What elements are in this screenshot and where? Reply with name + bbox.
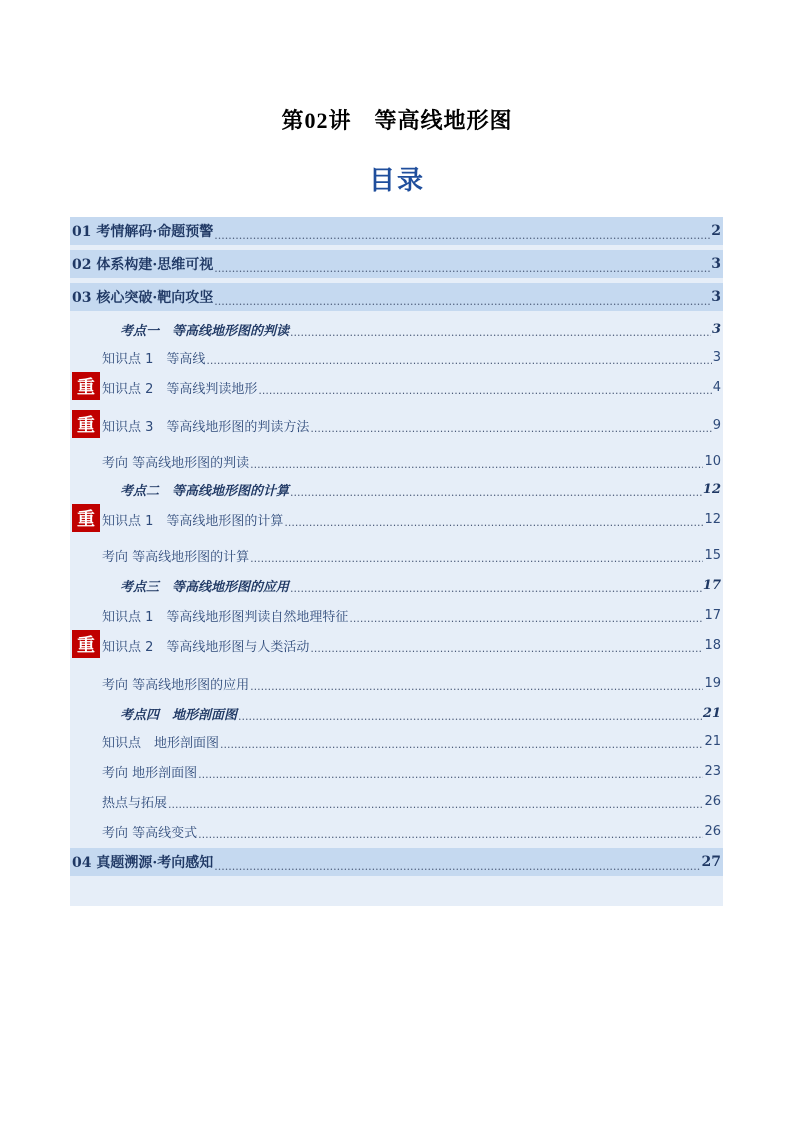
toc-leader-dots bbox=[238, 708, 702, 726]
toc-leader-dots bbox=[198, 826, 703, 844]
toc-entry-label: 考向 等高线地形图的计算 bbox=[102, 549, 250, 565]
toc-leader-dots bbox=[198, 766, 703, 784]
toc-page-number: 4 bbox=[712, 379, 721, 395]
toc-page-number: 21 bbox=[704, 733, 721, 749]
toc-entry-label: 考点三 等高线地形图的应用 bbox=[120, 579, 290, 595]
toc-page-number: 26 bbox=[704, 793, 721, 809]
toc-entry-row[interactable] bbox=[70, 670, 723, 696]
toc-page-number: 17 bbox=[704, 607, 721, 623]
toc-entry-row[interactable] bbox=[70, 818, 723, 844]
toc-page-number: 3 bbox=[711, 321, 721, 337]
toc-entry-label: 知识点 1 等高线地形图的计算 bbox=[102, 513, 284, 529]
toc-entry-label: 知识点 2 等高线地形图与人类活动 bbox=[102, 639, 310, 655]
toc-entry-label: 知识点 3 等高线地形图的判读方法 bbox=[102, 419, 310, 435]
toc-entry-row[interactable] bbox=[70, 788, 723, 814]
toc-leader-dots bbox=[290, 324, 711, 342]
toc-entry-label: 01 考情解码·命题预警 bbox=[72, 224, 214, 240]
key-point-badge: 重 bbox=[72, 630, 100, 658]
toc-topic-row[interactable] bbox=[70, 316, 723, 342]
toc-page-number: 3 bbox=[711, 256, 721, 272]
toc-page-number: 26 bbox=[704, 823, 721, 839]
toc-entry-label: 考点一 等高线地形图的判读 bbox=[120, 323, 290, 339]
toc-page-number: 18 bbox=[704, 637, 721, 653]
toc-entry-label: 知识点 地形剖面图 bbox=[102, 735, 220, 751]
toc-leader-dots bbox=[258, 382, 711, 400]
key-point-badge: 重 bbox=[72, 372, 100, 400]
key-point-badge: 重 bbox=[72, 410, 100, 438]
toc-entry-label: 知识点 2 等高线判读地形 bbox=[102, 381, 258, 397]
toc-leader-dots bbox=[214, 292, 710, 311]
title-rest: 讲 等高线地形图 bbox=[328, 108, 513, 134]
toc-leader-dots bbox=[310, 420, 711, 438]
toc-entry-row[interactable] bbox=[70, 448, 723, 474]
toc-section-row[interactable] bbox=[70, 217, 723, 245]
toc-leader-dots bbox=[310, 640, 703, 658]
toc-page-number: 17 bbox=[702, 577, 721, 593]
toc-page-number: 12 bbox=[702, 481, 721, 497]
toc-topic-row[interactable] bbox=[70, 476, 723, 502]
toc-page-number: 10 bbox=[704, 453, 721, 469]
title-number: 02 bbox=[304, 108, 329, 133]
toc-leader-dots bbox=[284, 514, 703, 532]
toc-section-row[interactable] bbox=[70, 848, 723, 876]
toc-leader-dots bbox=[290, 484, 702, 502]
toc-leader-dots bbox=[214, 226, 710, 245]
toc-entry-row[interactable] bbox=[70, 506, 723, 532]
toc-leader-dots bbox=[290, 580, 702, 598]
key-point-badge: 重 bbox=[72, 504, 100, 532]
toc-section-row[interactable] bbox=[70, 283, 723, 311]
toc-entry-row[interactable] bbox=[70, 758, 723, 784]
toc-page-number: 15 bbox=[704, 547, 721, 563]
toc-entry-label: 考向 地形剖面图 bbox=[102, 765, 198, 781]
toc-topic-row[interactable] bbox=[70, 700, 723, 726]
toc-leader-dots bbox=[214, 857, 700, 876]
toc-page-number: 23 bbox=[704, 763, 721, 779]
toc-leader-dots bbox=[168, 796, 703, 814]
toc-entry-label: 04 真题溯源·考向感知 bbox=[72, 855, 214, 871]
toc-entry-label: 考点二 等高线地形图的计算 bbox=[120, 483, 290, 499]
toc-page-number: 19 bbox=[704, 675, 721, 691]
toc-entry-label: 考向 等高线地形图的应用 bbox=[102, 677, 250, 693]
toc-leader-dots bbox=[214, 259, 710, 278]
toc-leader-dots bbox=[349, 610, 703, 628]
toc-entry-label: 知识点 1 等高线 bbox=[102, 351, 206, 367]
toc-leader-dots bbox=[250, 456, 703, 474]
toc-entry-row[interactable] bbox=[70, 728, 723, 754]
toc-page-number: 3 bbox=[712, 349, 721, 365]
toc-topic-row[interactable] bbox=[70, 572, 723, 598]
toc-page-number: 9 bbox=[712, 417, 721, 433]
toc-page-number: 2 bbox=[711, 223, 721, 239]
toc-entry-label: 考向 等高线变式 bbox=[102, 825, 198, 841]
toc-leader-dots bbox=[250, 550, 703, 568]
toc-leader-dots bbox=[220, 736, 703, 754]
toc-entry-label: 考向 等高线地形图的判读 bbox=[102, 455, 250, 471]
toc-entry-row[interactable] bbox=[70, 374, 723, 400]
toc-entry-row[interactable] bbox=[70, 632, 723, 658]
toc-entry-label: 知识点 1 等高线地形图判读自然地理特征 bbox=[102, 609, 349, 625]
toc-page-number: 21 bbox=[702, 705, 721, 721]
toc-heading: 目录 bbox=[368, 166, 425, 196]
toc-leader-dots bbox=[250, 678, 703, 696]
toc-entry-row[interactable] bbox=[70, 542, 723, 568]
toc-entry-label: 考点四 地形剖面图 bbox=[120, 707, 238, 723]
toc-entry-row[interactable] bbox=[70, 412, 723, 438]
toc-entry-label: 03 核心突破·靶向攻坚 bbox=[72, 290, 214, 306]
toc-page-number: 27 bbox=[701, 854, 721, 870]
toc-leader-dots bbox=[206, 352, 711, 370]
toc-entry-row[interactable] bbox=[70, 344, 723, 370]
toc-entry-row[interactable] bbox=[70, 602, 723, 628]
toc-entry-label: 热点与拓展 bbox=[102, 795, 168, 811]
title-prefix: 第 bbox=[281, 108, 305, 134]
toc-page-number: 3 bbox=[711, 289, 721, 305]
toc-entry-label: 02 体系构建·思维可视 bbox=[72, 257, 214, 273]
toc-page-number: 12 bbox=[704, 511, 721, 527]
document-title bbox=[0, 104, 794, 135]
toc-section-row[interactable] bbox=[70, 250, 723, 278]
table-of-contents bbox=[70, 217, 723, 906]
